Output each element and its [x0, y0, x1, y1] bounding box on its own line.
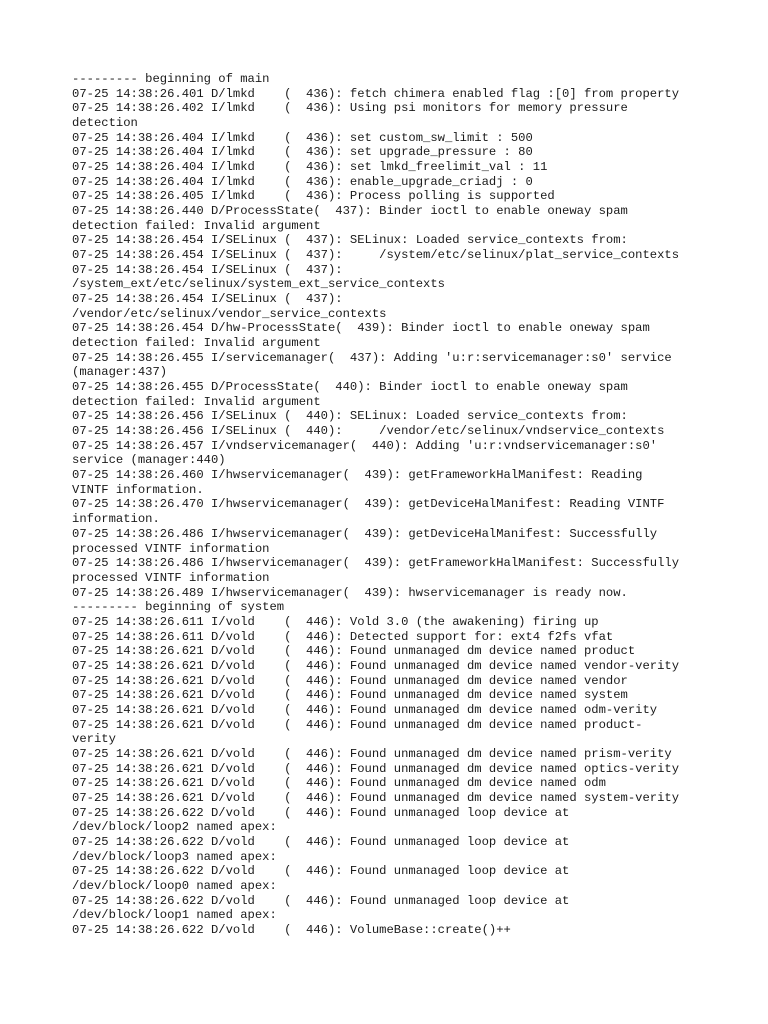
log-body: [72, 72, 712, 938]
log-line: /dev/block/loop3 named apex:: [72, 849, 277, 864]
log-line: 07-25 14:38:26.454 I/SELinux ( 437):: [72, 292, 343, 307]
log-line: 07-25 14:38:26.454 D/hw-ProcessState( 439): Binder ioctl to enable oneway spam: [72, 321, 650, 336]
log-line: 07-25 14:38:26.621 D/vold ( 446): Found unmanaged dm device named prism-verity: [72, 746, 672, 761]
log-line: 07-25 14:38:26.470 I/hwservicemanager( 439): getDeviceHalManifest: Reading VINTF: [72, 497, 665, 512]
log-line: 07-25 14:38:26.611 D/vold ( 446): Detected support for: ext4 f2fs vfat: [72, 629, 614, 644]
log-line: 07-25 14:38:26.622 D/vold ( 446): Found unmanaged loop device at: [72, 834, 570, 849]
log-line: --------- beginning of system: [72, 600, 285, 615]
log-line: 07-25 14:38:26.621 D/vold ( 446): Found unmanaged dm device named odm: [72, 776, 606, 791]
log-line: detection failed: Invalid argument: [72, 394, 321, 409]
log-line: 07-25 14:38:26.405 I/lmkd ( 436): Process polling is supported: [72, 189, 555, 204]
log-line: 07-25 14:38:26.455 D/ProcessState( 440): Binder ioctl to enable oneway spam: [72, 380, 628, 395]
log-line: 07-25 14:38:26.622 D/vold ( 446): VolumeBase::create()++: [72, 922, 511, 937]
log-line: 07-25 14:38:26.404 I/lmkd ( 436): set upgrade_pressure : 80: [72, 145, 533, 160]
log-line: 07-25 14:38:26.460 I/hwservicemanager( 439): getFrameworkHalManifest: Reading: [72, 468, 643, 483]
log-line: 07-25 14:38:26.454 I/SELinux ( 437): SELinux: Loaded service_contexts from:: [72, 233, 628, 248]
log-line: detection failed: Invalid argument: [72, 336, 321, 351]
log-line: --------- beginning of main: [72, 72, 270, 86]
log-line: 07-25 14:38:26.621 D/vold ( 446): Found unmanaged dm device named odm-verity: [72, 702, 658, 717]
log-line: 07-25 14:38:26.404 I/lmkd ( 436): enable_upgrade_criadj : 0: [72, 174, 533, 189]
log-line: service (manager:440): [72, 453, 226, 468]
log-line: 07-25 14:38:26.622 D/vold ( 446): Found unmanaged loop device at: [72, 864, 570, 879]
log-line: /vendor/etc/selinux/vendor_service_contexts: [72, 306, 387, 321]
log-line: 07-25 14:38:26.621 D/vold ( 446): Found unmanaged dm device named vendor: [72, 673, 628, 688]
log-line: 07-25 14:38:26.404 I/lmkd ( 436): set lmkd_freelimit_val : 11: [72, 160, 548, 175]
log-line: /system_ext/etc/selinux/system_ext_service_contexts: [72, 277, 445, 292]
log-line: 07-25 14:38:26.457 I/vndservicemanager( 440): Adding 'u:r:vndservicemanager:s0': [72, 438, 658, 453]
log-line: /dev/block/loop0 named apex:: [72, 878, 277, 893]
log-line: 07-25 14:38:26.401 D/lmkd ( 436): fetch chimera enabled flag :[0] from property: [72, 86, 680, 101]
log-line: 07-25 14:38:26.440 D/ProcessState( 437): Binder ioctl to enable oneway spam: [72, 204, 628, 219]
log-line: processed VINTF information: [72, 541, 270, 556]
log-line: 07-25 14:38:26.621 D/vold ( 446): Found unmanaged dm device named vendor-verity: [72, 658, 680, 673]
log-line: 07-25 14:38:26.489 I/hwservicemanager( 439): hwservicemanager is ready now.: [72, 585, 628, 600]
log-line: 07-25 14:38:26.621 D/vold ( 446): Found unmanaged dm device named optics-verity: [72, 761, 680, 776]
log-line: 07-25 14:38:26.402 I/lmkd ( 436): Using psi monitors for memory pressure: [72, 101, 628, 116]
log-line: 07-25 14:38:26.486 I/hwservicemanager( 439): getDeviceHalManifest: Successfully: [72, 526, 658, 541]
log-line: 07-25 14:38:26.456 I/SELinux ( 440): /vendor/etc/selinux/vndservice_contexts: [72, 424, 665, 439]
log-line: 07-25 14:38:26.455 I/servicemanager( 437): Adding 'u:r:servicemanager:s0' service: [72, 350, 672, 365]
log-line: 07-25 14:38:26.621 D/vold ( 446): Found unmanaged dm device named system: [72, 688, 628, 703]
log-line: 07-25 14:38:26.454 I/SELinux ( 437): /system/etc/selinux/plat_service_contexts: [72, 248, 680, 263]
log-line: detection: [72, 116, 138, 131]
log-document: [72, 72, 712, 938]
log-line: 07-25 14:38:26.404 I/lmkd ( 436): set custom_sw_limit : 500: [72, 130, 533, 145]
log-line: 07-25 14:38:26.622 D/vold ( 446): Found unmanaged loop device at: [72, 893, 570, 908]
log-line: VINTF information.: [72, 482, 204, 497]
log-line: 07-25 14:38:26.454 I/SELinux ( 437):: [72, 262, 343, 277]
log-line: 07-25 14:38:26.611 I/vold ( 446): Vold 3.0 (the awakening) firing up: [72, 614, 599, 629]
log-line: processed VINTF information: [72, 570, 270, 585]
log-line: 07-25 14:38:26.621 D/vold ( 446): Found unmanaged dm device named product: [72, 644, 636, 659]
log-line: 07-25 14:38:26.622 D/vold ( 446): Found unmanaged loop device at: [72, 805, 570, 820]
log-line: detection failed: Invalid argument: [72, 218, 321, 233]
log-line: /dev/block/loop1 named apex:: [72, 908, 277, 923]
log-line: 07-25 14:38:26.486 I/hwservicemanager( 439): getFrameworkHalManifest: Successfully: [72, 556, 680, 571]
log-line: /dev/block/loop2 named apex:: [72, 820, 277, 835]
log-line: (manager:437): [72, 365, 168, 380]
log-line: 07-25 14:38:26.456 I/SELinux ( 440): SELinux: Loaded service_contexts from:: [72, 409, 628, 424]
log-line: verity: [72, 732, 116, 747]
log-line: 07-25 14:38:26.621 D/vold ( 446): Found unmanaged dm device named system-verity: [72, 790, 680, 805]
log-line: information.: [72, 512, 160, 527]
log-line: 07-25 14:38:26.621 D/vold ( 446): Found unmanaged dm device named product-: [72, 717, 643, 732]
